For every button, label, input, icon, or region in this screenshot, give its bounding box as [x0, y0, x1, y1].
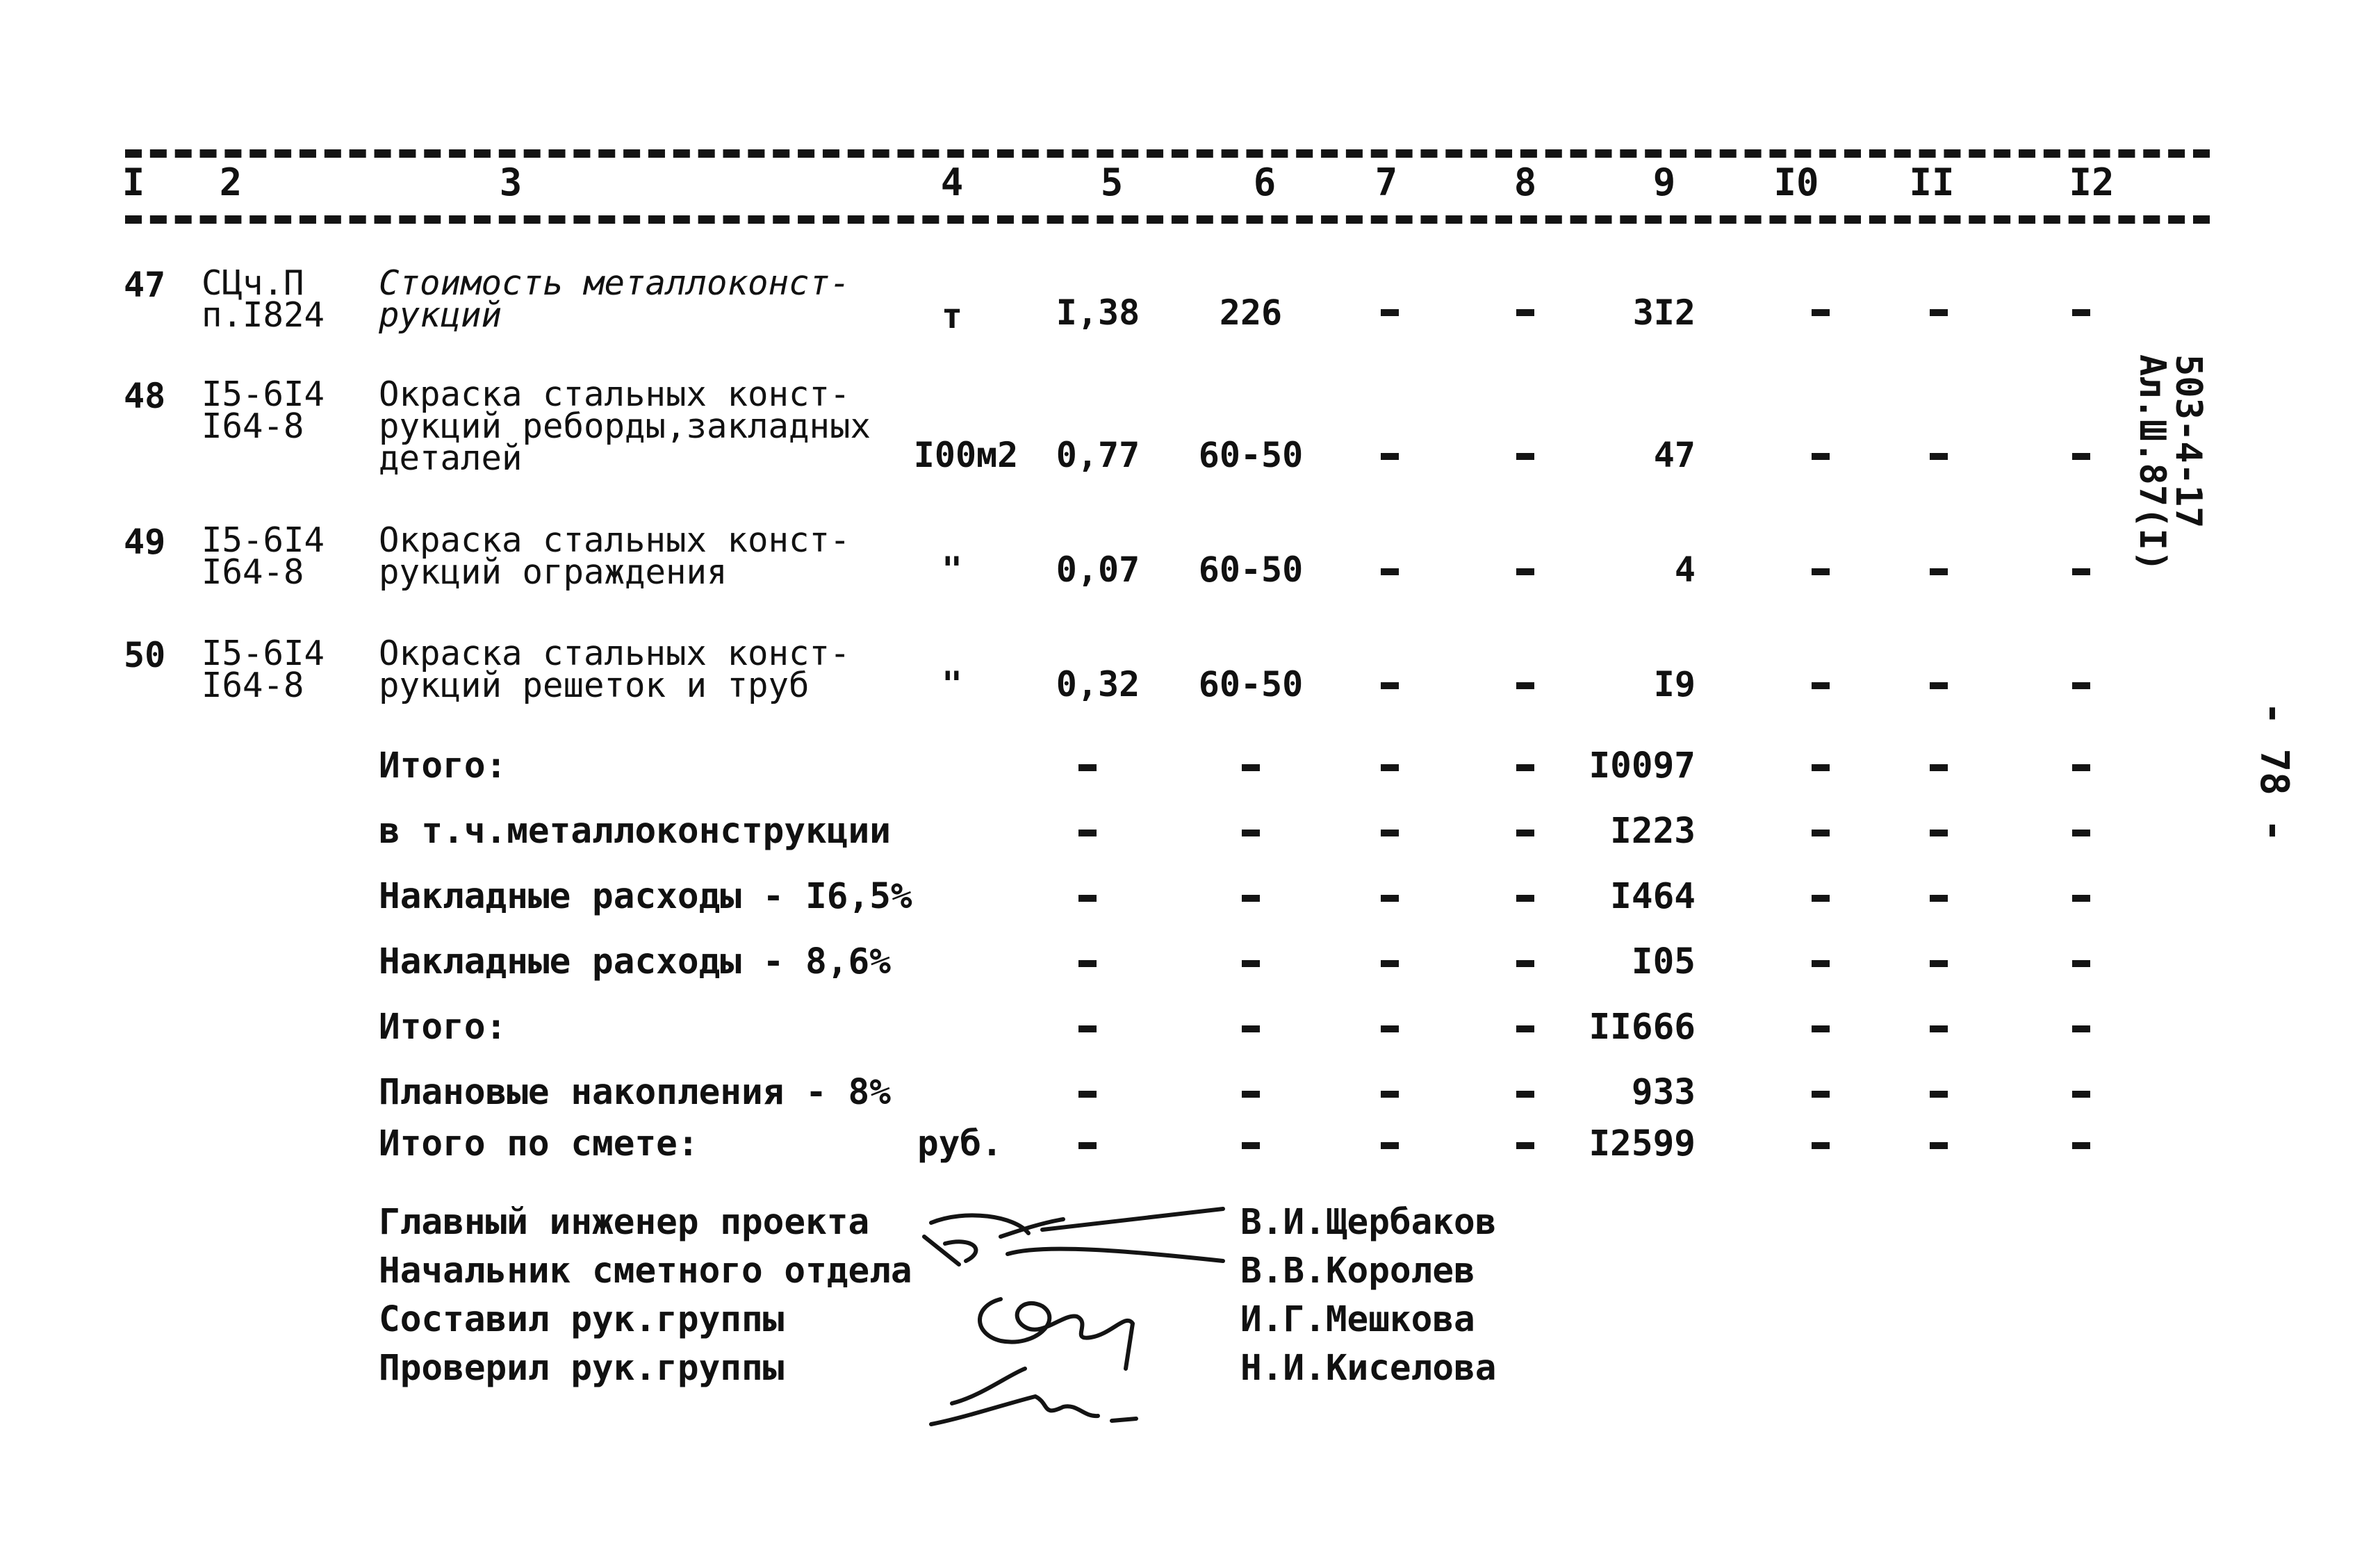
- empty-cell-dash: [1516, 1142, 1534, 1149]
- empty-cell-dash: [1078, 960, 1097, 967]
- row-unit-price: 60-50: [1198, 664, 1304, 704]
- empty-cell-dash: [1381, 960, 1399, 967]
- col-number-5: 5: [1100, 160, 1124, 204]
- page-number: - 78 -: [2251, 702, 2297, 843]
- row-unit-price: 226: [1219, 292, 1283, 333]
- summary-total: I2599: [1589, 1123, 1696, 1164]
- empty-cell-dash: [1381, 830, 1399, 836]
- col-number-6: 6: [1253, 160, 1277, 204]
- empty-cell-dash: [1516, 568, 1534, 575]
- summary-total: I223: [1610, 811, 1696, 852]
- empty-cell-dash: [1078, 1142, 1097, 1149]
- empty-cell-dash: [2072, 309, 2090, 316]
- row-description-line: рукций решеток и труб: [379, 666, 810, 705]
- signature-name: В.В.Королев: [1240, 1251, 1475, 1292]
- empty-cell-dash: [1381, 895, 1399, 902]
- signature-name: В.И.Щербаков: [1240, 1202, 1497, 1243]
- empty-cell-dash: [1381, 682, 1399, 689]
- empty-cell-dash: [1812, 830, 1830, 836]
- empty-cell-dash: [1930, 830, 1948, 836]
- empty-cell-dash: [1812, 309, 1830, 316]
- empty-cell-dash: [1812, 568, 1830, 575]
- empty-cell-dash: [2072, 682, 2090, 689]
- row-description-line: деталей: [379, 438, 523, 478]
- row-total: 3I2: [1632, 292, 1696, 333]
- empty-cell-dash: [1516, 1025, 1534, 1032]
- row-code-line: п.I824: [202, 295, 325, 335]
- empty-cell-dash: [1812, 453, 1830, 460]
- empty-cell-dash: [2072, 960, 2090, 967]
- summary-unit: руб.: [917, 1123, 1003, 1164]
- empty-cell-dash: [1812, 895, 1830, 902]
- empty-cell-dash: [1078, 895, 1097, 902]
- row-quantity: 0,07: [1056, 550, 1140, 590]
- signature-role: Главный инженер проекта: [379, 1202, 870, 1243]
- row-unit: т: [941, 296, 963, 336]
- col-number-7: 7: [1374, 160, 1398, 204]
- empty-cell-dash: [1930, 895, 1948, 902]
- empty-cell-dash: [1812, 1091, 1830, 1098]
- document-stamp: [2131, 354, 2209, 572]
- row-unit: ": [941, 550, 963, 590]
- empty-cell-dash: [1930, 682, 1948, 689]
- row-number: 49: [124, 522, 166, 562]
- summary-label: Накладные расходы - I6,5%: [379, 876, 912, 917]
- summary-label: Итого по смете:: [379, 1123, 699, 1164]
- empty-cell-dash: [1381, 453, 1399, 460]
- row-description-line: Окраска стальных конст-: [379, 520, 851, 560]
- empty-cell-dash: [1242, 1142, 1260, 1149]
- col-number-4: 4: [940, 160, 964, 204]
- empty-cell-dash: [1381, 1025, 1399, 1032]
- empty-cell-dash: [1078, 830, 1097, 836]
- row-unit: I00м2: [913, 435, 1019, 475]
- empty-cell-dash: [1930, 453, 1948, 460]
- row-code-line: I64-8: [202, 406, 304, 446]
- signature-role: Составил рук.группы: [379, 1299, 785, 1340]
- empty-cell-dash: [1242, 960, 1260, 967]
- empty-cell-dash: [1516, 309, 1534, 316]
- empty-cell-dash: [1812, 1025, 1830, 1032]
- header-rule-top: [125, 149, 2210, 158]
- row-number: 47: [124, 265, 166, 305]
- empty-cell-dash: [1930, 764, 1948, 771]
- row-code-line: I5-6I4: [202, 520, 325, 560]
- summary-label: Итого:: [379, 745, 507, 786]
- col-number-8: 8: [1513, 160, 1537, 204]
- col-number-2: 2: [219, 160, 243, 204]
- empty-cell-dash: [1078, 1091, 1097, 1098]
- empty-cell-dash: [1242, 1091, 1260, 1098]
- empty-cell-dash: [2072, 764, 2090, 771]
- empty-cell-dash: [1930, 1025, 1948, 1032]
- row-unit: ": [941, 664, 963, 704]
- empty-cell-dash: [1930, 568, 1948, 575]
- empty-cell-dash: [2072, 568, 2090, 575]
- empty-cell-dash: [1242, 895, 1260, 902]
- row-unit-price: 60-50: [1198, 435, 1304, 475]
- header-rule-bottom: [125, 215, 2210, 224]
- empty-cell-dash: [1516, 682, 1534, 689]
- row-description-line: Стоимость металлоконст-: [379, 263, 851, 303]
- row-description-line: Окраска стальных конст-: [379, 634, 851, 673]
- row-code-line: I64-8: [202, 666, 304, 705]
- empty-cell-dash: [1381, 1142, 1399, 1149]
- row-code-line: I5-6I4: [202, 374, 325, 414]
- col-number-11: II: [1909, 160, 1955, 204]
- signature-role: Начальник сметного отдела: [379, 1251, 912, 1292]
- empty-cell-dash: [1812, 682, 1830, 689]
- empty-cell-dash: [1930, 960, 1948, 967]
- empty-cell-dash: [2072, 1025, 2090, 1032]
- empty-cell-dash: [1381, 1091, 1399, 1098]
- summary-total: I464: [1610, 876, 1696, 917]
- empty-cell-dash: [1242, 764, 1260, 771]
- summary-label: в т.ч.металлоконструкции: [379, 811, 891, 852]
- empty-cell-dash: [1242, 1025, 1260, 1032]
- row-number: 50: [124, 635, 166, 675]
- empty-cell-dash: [2072, 1091, 2090, 1098]
- empty-cell-dash: [1930, 1142, 1948, 1149]
- empty-cell-dash: [1930, 1091, 1948, 1098]
- row-quantity: 0,32: [1056, 664, 1140, 704]
- empty-cell-dash: [1381, 309, 1399, 316]
- empty-cell-dash: [1516, 830, 1534, 836]
- empty-cell-dash: [1078, 764, 1097, 771]
- empty-cell-dash: [1930, 309, 1948, 316]
- signature-role: Проверил рук.группы: [379, 1348, 785, 1389]
- summary-total: II666: [1589, 1007, 1696, 1048]
- signature-name: Н.И.Киселова: [1240, 1348, 1497, 1389]
- row-total: 4: [1674, 550, 1696, 590]
- summary-label: Плановые накопления - 8%: [379, 1072, 891, 1113]
- empty-cell-dash: [1516, 895, 1534, 902]
- col-number-12: I2: [2069, 160, 2115, 204]
- row-total: 47: [1653, 435, 1696, 475]
- empty-cell-dash: [1381, 764, 1399, 771]
- empty-cell-dash: [2072, 1142, 2090, 1149]
- col-number-1: I: [122, 160, 145, 204]
- row-quantity: I,38: [1056, 292, 1140, 333]
- row-number: 48: [124, 376, 166, 416]
- empty-cell-dash: [1516, 1091, 1534, 1098]
- row-description-line: Окраска стальных конст-: [379, 374, 851, 414]
- summary-total: I0097: [1589, 745, 1696, 786]
- row-unit-price: 60-50: [1198, 550, 1304, 590]
- empty-cell-dash: [1516, 960, 1534, 967]
- empty-cell-dash: [1812, 764, 1830, 771]
- empty-cell-dash: [1516, 764, 1534, 771]
- empty-cell-dash: [2072, 895, 2090, 902]
- row-description-line: рукций: [379, 295, 502, 335]
- summary-total: 933: [1631, 1072, 1696, 1113]
- col-number-10: I0: [1773, 160, 1819, 204]
- empty-cell-dash: [1516, 453, 1534, 460]
- empty-cell-dash: [1078, 1025, 1097, 1032]
- signature-name: И.Г.Мешкова: [1240, 1299, 1475, 1340]
- stamp-line: Ал.Ш.87(I): [2131, 354, 2173, 572]
- handwritten-signatures: [903, 1195, 1237, 1431]
- row-code-line: I64-8: [202, 552, 304, 592]
- empty-cell-dash: [1381, 568, 1399, 575]
- empty-cell-dash: [2072, 830, 2090, 836]
- row-code-line: СЦч.П: [202, 263, 304, 303]
- summary-label: Накладные расходы - 8,6%: [379, 941, 891, 982]
- col-number-9: 9: [1652, 160, 1676, 204]
- col-number-3: 3: [499, 160, 523, 204]
- row-code-line: I5-6I4: [202, 634, 325, 673]
- row-total: I9: [1653, 664, 1696, 704]
- empty-cell-dash: [1242, 830, 1260, 836]
- row-description-line: рукций реборды,закладных: [379, 406, 871, 446]
- empty-cell-dash: [1812, 960, 1830, 967]
- stamp-line: 503-4-17: [2167, 354, 2209, 529]
- summary-total: I05: [1631, 941, 1696, 982]
- summary-label: Итого:: [379, 1007, 507, 1048]
- empty-cell-dash: [1812, 1142, 1830, 1149]
- empty-cell-dash: [2072, 453, 2090, 460]
- row-description-line: рукций ограждения: [379, 552, 728, 592]
- row-quantity: 0,77: [1056, 435, 1140, 475]
